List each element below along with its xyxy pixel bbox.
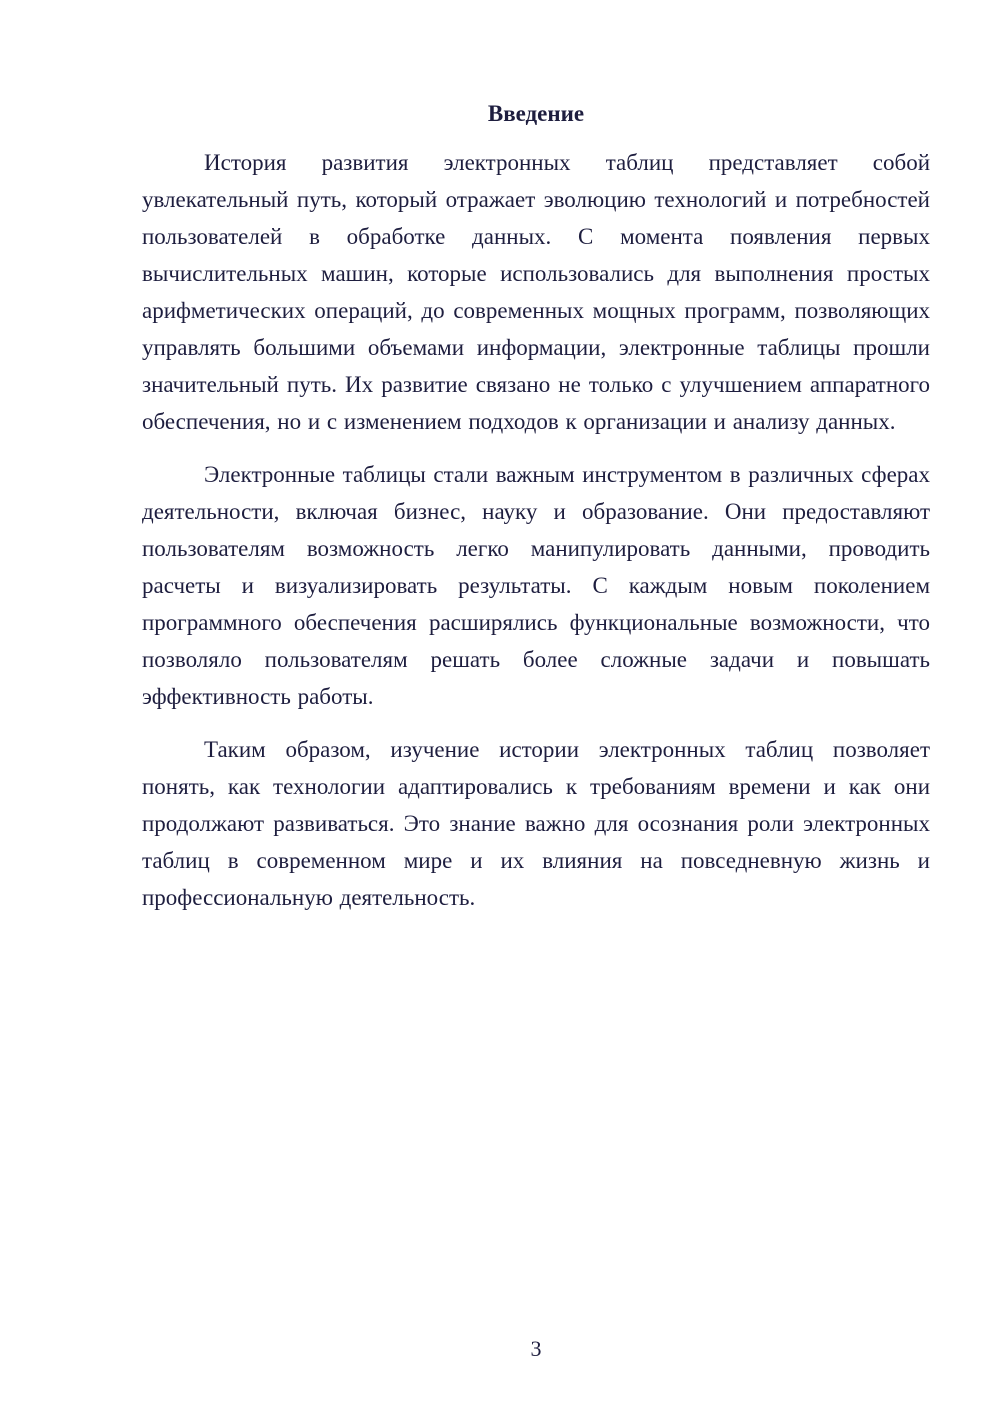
- page-title: Введение: [487, 101, 585, 126]
- paragraph-1: История развития электронных таблиц представляет собой увлекательный путь, который отражает эволюцию технологий и потребностей пользователей в обработке данных. С момента появления первых вычислительных машин, которые использовались для выполнения простых арифметических операций, до современных мощных программ, позволяющих управлять большими объемами информации, электронные таблицы прошли значительный путь. Их развитие связано не только с улучшением аппаратного обеспечения, но и с изменением подходов к организации и анализу данных.: [142, 150, 930, 434]
- paragraph-3: Таким образом, изучение истории электронных таблиц позволяет понять, как технологии адаптировались к требованиям времени и как они продолжают развиваться. Это знание важно для осознания роли электронных таблиц в современном мире и их влияния на повседневную жизнь и профессиональную деятельность.: [142, 737, 930, 910]
- paragraph-2: Электронные таблицы стали важным инструментом в различных сферах деятельности, включая бизнес, науку и образование. Они предоставляют пользователям возможность легко манипулировать данными, проводить расчеты и визуализировать результаты. С каждым новым поколением программного обеспечения расширялись функциональные возможности, что позволяло пользователям решать более сложные задачи и повышать эффективность работы.: [142, 462, 930, 709]
- page-number: 3: [530, 1336, 542, 1361]
